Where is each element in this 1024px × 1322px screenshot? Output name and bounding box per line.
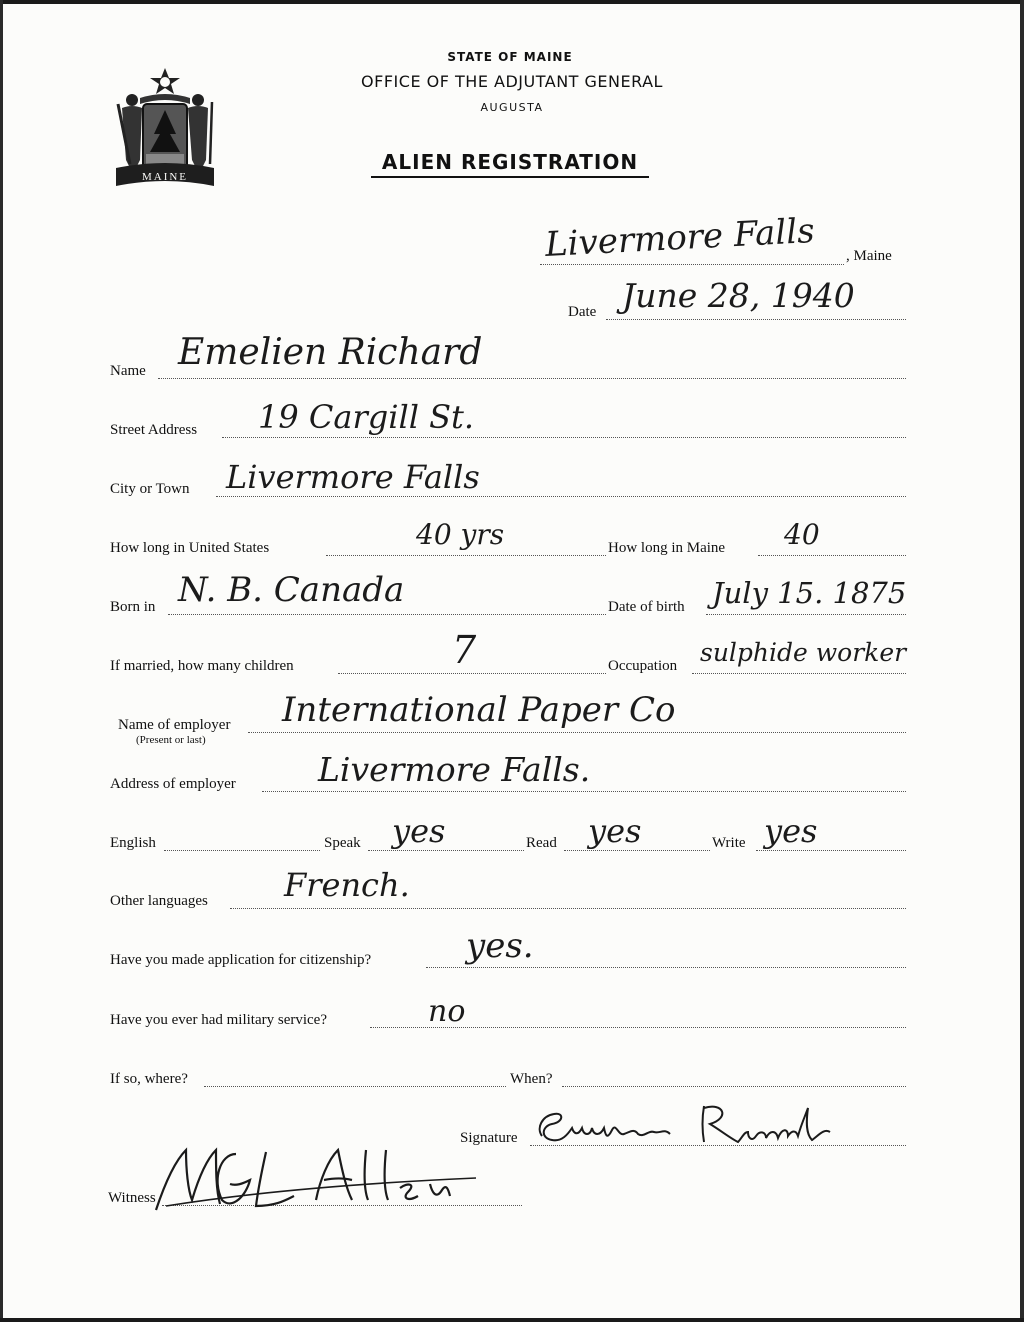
employer-name-value[interactable]: International Paper Co [282,690,676,730]
maine-label: , Maine [846,248,892,264]
children-field-line [338,673,606,674]
header-office: OFFICE OF THE ADJUTANT GENERAL [361,72,663,91]
how-long-us-label: How long in United States [110,540,270,556]
city-field-line [216,496,906,497]
read-label: Read [526,835,557,851]
born-in-field-line [168,614,606,615]
street-address-field-line [222,437,906,438]
write-value[interactable]: yes [764,812,818,850]
occupation-label: Occupation [608,658,678,674]
children-value[interactable]: 7 [452,628,477,672]
other-languages-value[interactable]: French. [284,866,410,904]
citizenship-value[interactable]: yes. [466,926,534,966]
speak-label: Speak [324,835,361,851]
city-value[interactable]: Livermore Falls [226,458,480,496]
write-field-line [756,850,906,851]
citizenship-field-line [426,967,906,968]
employer-note-label: (Present or last) [136,734,206,746]
scan-border-top [0,0,1024,4]
employer-name-field-line [248,732,906,733]
name-value[interactable]: Emelien Richard [178,332,483,373]
military-label: Have you ever had military service? [110,1012,327,1028]
how-long-maine-value[interactable]: 40 [784,518,820,551]
employer-address-field-line [262,791,906,792]
name-label: Name [110,363,146,379]
other-languages-field-line [230,908,906,909]
citizenship-label: Have you made application for citizenship? [110,952,372,968]
town-field-line [540,264,844,265]
read-field-line [564,850,710,851]
signature-label: Signature [460,1130,518,1146]
military-value[interactable]: no [428,994,466,1029]
header-state: STATE OF MAINE [447,50,573,64]
date-of-birth-field-line [706,614,906,615]
if-so-where-field-line [204,1086,506,1087]
date-label: Date [568,304,597,320]
occupation-field-line [692,673,906,674]
how-long-maine-label: How long in Maine [608,540,726,556]
applicant-signature[interactable] [534,1098,854,1152]
scan-border-bottom [0,1318,1024,1322]
name-field-line [158,378,906,379]
date-value[interactable]: June 28, 1940 [622,276,855,315]
speak-value[interactable]: yes [392,812,446,850]
scan-border-right [1020,0,1024,1322]
read-value[interactable]: yes [588,812,642,850]
how-long-us-value[interactable]: 40 yrs [416,518,505,551]
occupation-value[interactable]: sulphide worker [700,638,907,667]
form-title: ALIEN REGISTRATION [381,150,639,174]
english-label: English [110,835,156,851]
how-long-us-field-line [326,555,606,556]
if-so-where-label: If so, where? [110,1071,188,1087]
seal-lettering: MAINE [141,171,189,183]
other-languages-label: Other languages [110,893,208,909]
employer-address-value[interactable]: Livermore Falls. [318,750,591,789]
town-value[interactable]: Livermore Falls [544,210,816,266]
city-label: City or Town [110,481,190,497]
how-long-maine-field-line [758,555,906,556]
date-of-birth-label: Date of birth [608,599,685,615]
write-label: Write [712,835,746,851]
born-in-label: Born in [110,599,156,615]
employer-address-label: Address of employer [110,776,236,792]
scan-border-left [0,0,3,1322]
street-address-label: Street Address [110,422,198,438]
witness-signature[interactable] [146,1140,486,1218]
english-field-line [164,850,320,851]
speak-field-line [368,850,524,851]
header-city: AUGUSTA [480,101,544,114]
when-label: When? [510,1071,553,1087]
children-label: If married, how many children [110,658,294,674]
date-field-line [606,319,906,320]
date-of-birth-value[interactable]: July 15. 1875 [712,576,907,610]
title-underline [371,176,649,178]
witness-label: Witness [108,1190,156,1206]
when-field-line [562,1086,906,1087]
street-address-value[interactable]: 19 Cargill St. [258,398,475,436]
born-in-value[interactable]: N. B. Canada [178,570,405,610]
employer-name-label: Name of employer [118,717,231,733]
